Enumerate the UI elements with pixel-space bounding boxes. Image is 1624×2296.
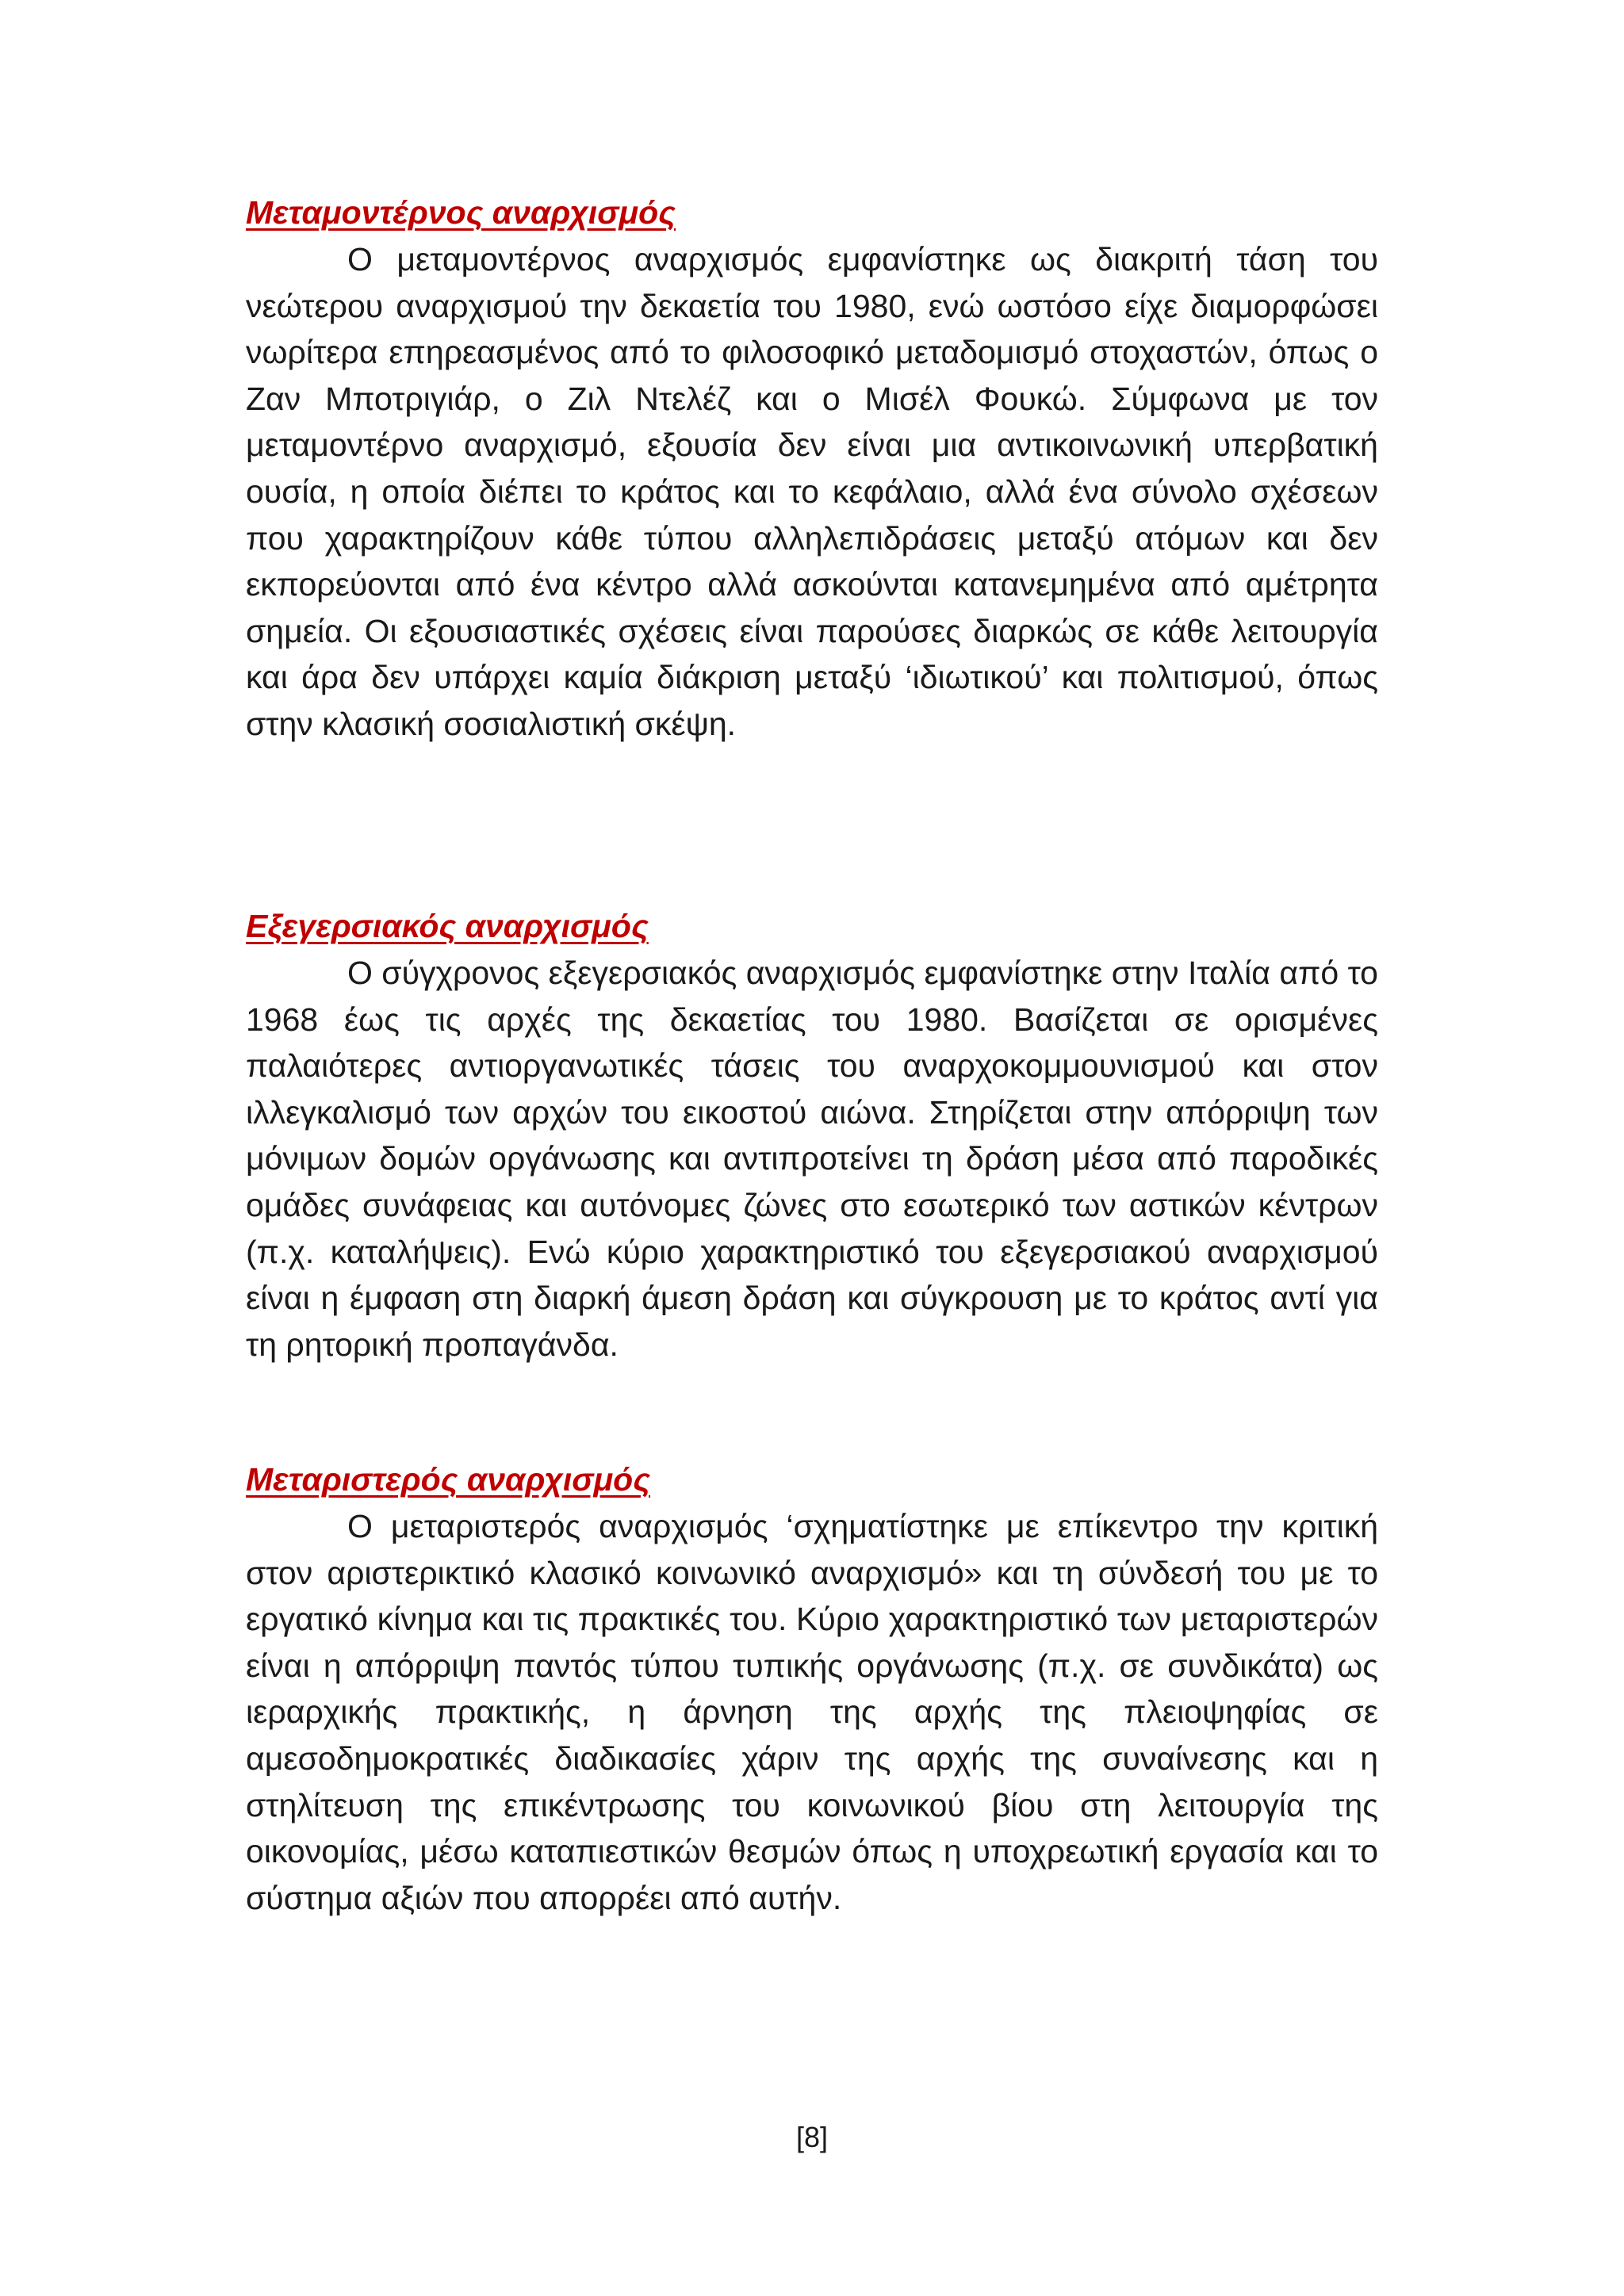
page-number: [8] — [795, 2121, 829, 2153]
section-insurrectionary-anarchism — [246, 902, 1378, 1368]
section-heading: Μεταμοντέρνος αναρχισμός — [246, 194, 676, 231]
section-heading: Εξεγερσιακός αναρχισμός — [246, 908, 649, 944]
section-paragraph: Ο σύγχρονος εξεγερσιακός αναρχισμός εμφανίστηκε στην Ιταλία από το 1968 έως τις αρχές της δεκαετίας του 1980. Βασίζεται σε ορισμένες παλαιότερες αντιοργανωτικές τάσεις του αναρχοκομμουνισμού και στον ιλλεγκαλισμό των αρχών του εικοστού αιώνα. Στηρίζεται στην απόρριψη των μόνιμων δομών οργάνωσης και αντιπροτείνει τη δράση μέσα από παροδικές ομάδες συνάφειας και αυτόνομες ζώνες στο εσωτερικό των αστικών κέντρων (π.χ. καταλήψεις). Ενώ κύριο χαρακτηριστικό του εξεγερσιακού αναρχισμού είναι η έμφαση στη διαρκή άμεση δράση και σύγκρουση με το κράτος αντί για τη ρητορική προπαγάνδα. — [246, 955, 1378, 1363]
section-paragraph: Ο μεταμοντέρνος αναρχισμός εμφανίστηκε ως διακριτή τάση του νεώτερου αναρχισμού την δεκαετία του 1980, ενώ ωστόσο είχε διαμορφώσει νωρίτερα επηρεασμένος από το φιλοσοφικό μεταδομισμό στοχαστών, όπως ο Ζαν Μποτριγιάρ, ο Ζιλ Ντελέζ και ο Μισέλ Φουκώ. Σύμφωνα με τον μεταμοντέρνο αναρχισμό, εξουσία δεν είναι μια αντικοινωνική υπερβατική ουσία, η οποία διέπει το κράτος και το κεφάλαιο, αλλά ένα σύνολο σχέσεων που χαρακτηρίζουν κάθε τύπου αλληλεπιδράσεις μεταξύ ατόμων και δεν εκπορεύονται από ένα κέντρο αλλά ασκούνται κατανεμημένα από αμέτρητα σημεία. Οι εξουσιαστικές σχέσεις είναι παρούσες διαρκώς σε κάθε λειτουργία και άρα δεν υπάρχει καμία διάκριση μεταξύ ‘ιδιωτικού’ και πολιτισμού, όπως στην κλασική σοσιαλιστική σκέψη. — [246, 241, 1378, 742]
section-post-left-anarchism — [246, 1456, 1378, 1921]
section-heading: Μεταριστερός αναρχισμός — [246, 1461, 651, 1498]
section-paragraph: Ο μεταριστερός αναρχισμός ‘σχηματίστηκε με επίκεντρο την κριτική στον αριστερικτικό κλασικό κοινωνικό αναρχισμό» και τη σύνδεσή του με το εργατικό κίνημα και τις πρακτικές του. Κύριο χαρακτηριστικό των μεταριστερών είναι η απόρριψη παντός τύπου τυπικής οργάνωσης (π.χ. σε συνδικάτα) ως ιεραρχικής πρακτικής, η άρνηση της αρχής της πλειοψηφίας σε αμεσοδημοκρατικές διαδικασίες χάριν της αρχής της συναίνεσης και η στηλίτευση της επικέντρωσης του κοινωνικού βίου στη λειτουργία της οικονομίας, μέσω καταπιεστικών θεσμών όπως η υποχρεωτική εργασία και το σύστημα αξιών που απορρέει από αυτήν. — [246, 1508, 1378, 1916]
section-postmodern-anarchism — [246, 189, 1378, 748]
